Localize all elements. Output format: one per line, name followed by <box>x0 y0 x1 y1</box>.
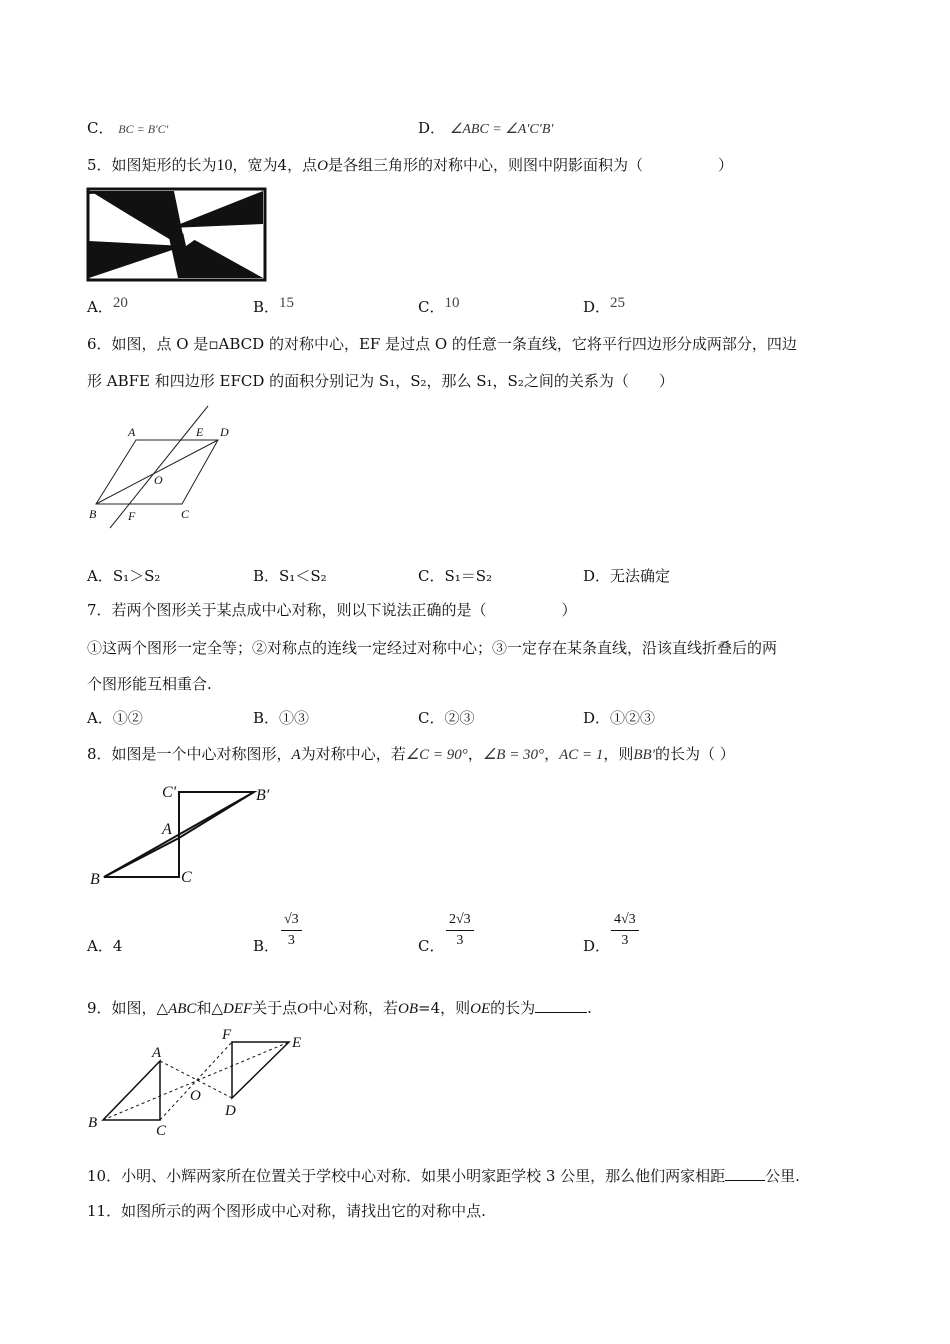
q8-label-a: A <box>162 821 172 838</box>
q10-stem-text: 公里. <box>765 1167 800 1185</box>
q6-stem-line2: 形 ABFE 和四边形 EFCD 的面积分别记为 S₁，S₂，那么 S₁，S₂之间的关系为（ ） <box>87 372 674 390</box>
q6-parallelogram-figure <box>86 402 246 530</box>
q8-option-b-label: B． <box>253 937 280 955</box>
option-label: A． <box>87 709 113 727</box>
q9-answer-blank[interactable] <box>535 998 587 1013</box>
q5-figure-label-o: O <box>180 246 190 261</box>
option-value: 15 <box>279 295 295 311</box>
q8-condition-ac: AC = 1 <box>559 747 604 763</box>
q6-label-a: A <box>128 425 136 439</box>
q9-label-c: C <box>156 1123 167 1139</box>
q6-option-c <box>418 566 492 586</box>
q7-line3: 个图形能互相重合. <box>87 675 212 693</box>
q8-label-b-prime: B′ <box>256 787 270 804</box>
fraction-numerator: √3 <box>281 910 302 931</box>
q8-stem-text: 8．如图是一个中心对称图形， <box>87 745 292 763</box>
q5-stem-text: 5．如图矩形的长为 <box>87 156 217 174</box>
q9-label-b: B <box>88 1115 98 1131</box>
q5-point-o: O <box>317 158 328 174</box>
option-value: ②③ <box>444 709 475 727</box>
q8-target-bb: BB′ <box>633 747 655 763</box>
q8-option-d-label: D． <box>583 937 611 955</box>
q9-point-o: O <box>297 1001 309 1017</box>
q4-option-d <box>418 118 553 140</box>
q5-rectangle-figure <box>86 186 268 284</box>
q6-stem-line1: 6．如图，点 O 是▫ABCD 的对称中心，EF 是过点 O 的任意一条直线，它将平行四边形分成两部分，四边 <box>87 335 797 353</box>
q9-stem-text: 9．如图，△ <box>87 999 169 1017</box>
option-label: C． <box>418 709 445 727</box>
q9-stem-text: 的长为 <box>490 999 536 1017</box>
q10-stem-text: 10．小明、小辉两家所在位置关于学校中心对称．如果小明家距学校 3 公里，那么他们两家相距 <box>87 1167 726 1185</box>
option-value: ①②③ <box>610 709 656 727</box>
q9-label-o: O <box>190 1088 201 1104</box>
q8-stem-text: 为对称中心，若 <box>300 745 406 763</box>
option-value: 10 <box>444 295 460 311</box>
option-label: D． <box>583 709 611 727</box>
q7-line2: ①这两个图形一定全等；②对称点的连线一定经过对称中心；③一定存在某条直线，沿该直线折叠后的两 <box>87 639 778 657</box>
q5-option-c <box>418 297 459 318</box>
q9-label-d: D <box>225 1103 236 1119</box>
q9-ob: OB <box>398 1001 419 1017</box>
q8-label-c-prime: C′ <box>162 784 177 801</box>
q9-oe: OE <box>470 1001 491 1017</box>
q7-option-d <box>583 708 655 728</box>
q6-option-b <box>253 566 327 586</box>
q8-option-d-fraction <box>611 910 639 951</box>
q6-option-a <box>87 566 160 586</box>
q5-option-d <box>583 297 625 318</box>
option-label: A． <box>87 298 113 316</box>
fraction-numerator: 2√3 <box>446 910 474 931</box>
q10-answer-blank[interactable] <box>725 1166 765 1181</box>
q9-triangle-def: DEF <box>222 1001 253 1017</box>
fraction-denominator: 3 <box>287 933 295 948</box>
option-value: 4 <box>112 937 123 955</box>
q9-triangle-abc: ABC <box>168 1001 197 1017</box>
q9-figure <box>86 1024 316 1140</box>
option-value: ∠ABC = ∠A′C′B′ <box>449 122 554 137</box>
option-value: S₁＞S₂ <box>112 567 161 585</box>
option-value: BC = B′C′ <box>118 122 169 136</box>
option-label: C． <box>418 567 445 585</box>
q8-stem <box>87 744 735 765</box>
q8-option-c-fraction <box>446 910 474 951</box>
q8-label-b: B <box>90 871 100 888</box>
q6-label-o: O <box>154 473 163 487</box>
q8-separator: ， <box>544 745 560 763</box>
fraction-denominator: 3 <box>621 933 629 948</box>
q9-label-a: A <box>152 1045 162 1061</box>
option-label: A． <box>87 567 113 585</box>
fraction-numerator: 4√3 <box>611 910 639 931</box>
q6-label-d: D <box>220 425 229 439</box>
q5-option-a <box>87 297 128 318</box>
q9-stem <box>87 998 592 1019</box>
q5-stem <box>87 155 733 176</box>
q8-option-b-fraction <box>281 910 302 951</box>
option-label: C． <box>418 298 445 316</box>
option-value: ①② <box>112 709 143 727</box>
q8-condition-angle-c: ∠C = 90° <box>405 747 468 763</box>
option-value: 20 <box>112 295 128 311</box>
q7-option-b <box>253 708 309 728</box>
option-value: ①③ <box>279 709 310 727</box>
q6-label-f: F <box>128 509 136 523</box>
q5-stem-text: 是各组三角形的对称中心，则图中阴影面积为（ ） <box>327 156 733 174</box>
q8-figure <box>86 778 286 890</box>
option-label: B． <box>253 298 280 316</box>
q4-option-c <box>87 118 168 139</box>
option-label: D． <box>583 567 611 585</box>
q8-option-c-label: C． <box>418 937 445 955</box>
q7-stem: 7．若两个图形关于某点成中心对称，则以下说法正确的是（ ） <box>87 601 577 619</box>
q9-stem-text: =4，则 <box>418 999 471 1017</box>
q7-option-c <box>418 708 475 728</box>
q9-label-f: F <box>222 1027 232 1043</box>
option-value: 无法确定 <box>610 567 671 585</box>
q8-separator: ， <box>467 745 483 763</box>
q9-stem-text: 关于点 <box>252 999 298 1017</box>
q6-label-c: C <box>181 507 190 521</box>
option-value: S₁＜S₂ <box>279 567 327 585</box>
q11-stem: 11．如图所示的两个图形成中心对称，请找出它的对称中点. <box>87 1202 486 1220</box>
option-value: S₁＝S₂ <box>444 567 493 585</box>
q9-stem-text: 和△ <box>196 999 223 1017</box>
option-label: B． <box>253 567 280 585</box>
q8-center-a: A <box>291 747 301 763</box>
q9-label-e: E <box>292 1035 302 1051</box>
option-label: D． <box>418 119 446 137</box>
q6-label-e: E <box>196 425 204 439</box>
q5-stem-text: ，宽为4，点 <box>232 156 318 174</box>
fraction-denominator: 3 <box>456 933 464 948</box>
q8-stem-text: ，则 <box>603 745 634 763</box>
option-label: A． <box>87 937 113 955</box>
q9-stem-text: . <box>587 999 592 1017</box>
q8-stem-text: 的长为（ ） <box>655 745 735 763</box>
option-label: D． <box>583 298 611 316</box>
q9-stem-text: 中心对称，若 <box>308 999 399 1017</box>
q8-option-a <box>87 936 122 956</box>
q10-stem <box>87 1166 800 1186</box>
q6-label-b: B <box>89 507 97 521</box>
option-label: C． <box>87 119 114 137</box>
option-value: 25 <box>610 295 626 311</box>
q8-label-c: C <box>181 869 192 886</box>
q6-option-d <box>583 566 670 586</box>
q5-option-b <box>253 297 294 318</box>
option-label: B． <box>253 709 280 727</box>
q7-option-a <box>87 708 143 728</box>
q8-condition-angle-b: ∠B = 30° <box>482 747 545 763</box>
q5-length: 10 <box>216 157 233 174</box>
